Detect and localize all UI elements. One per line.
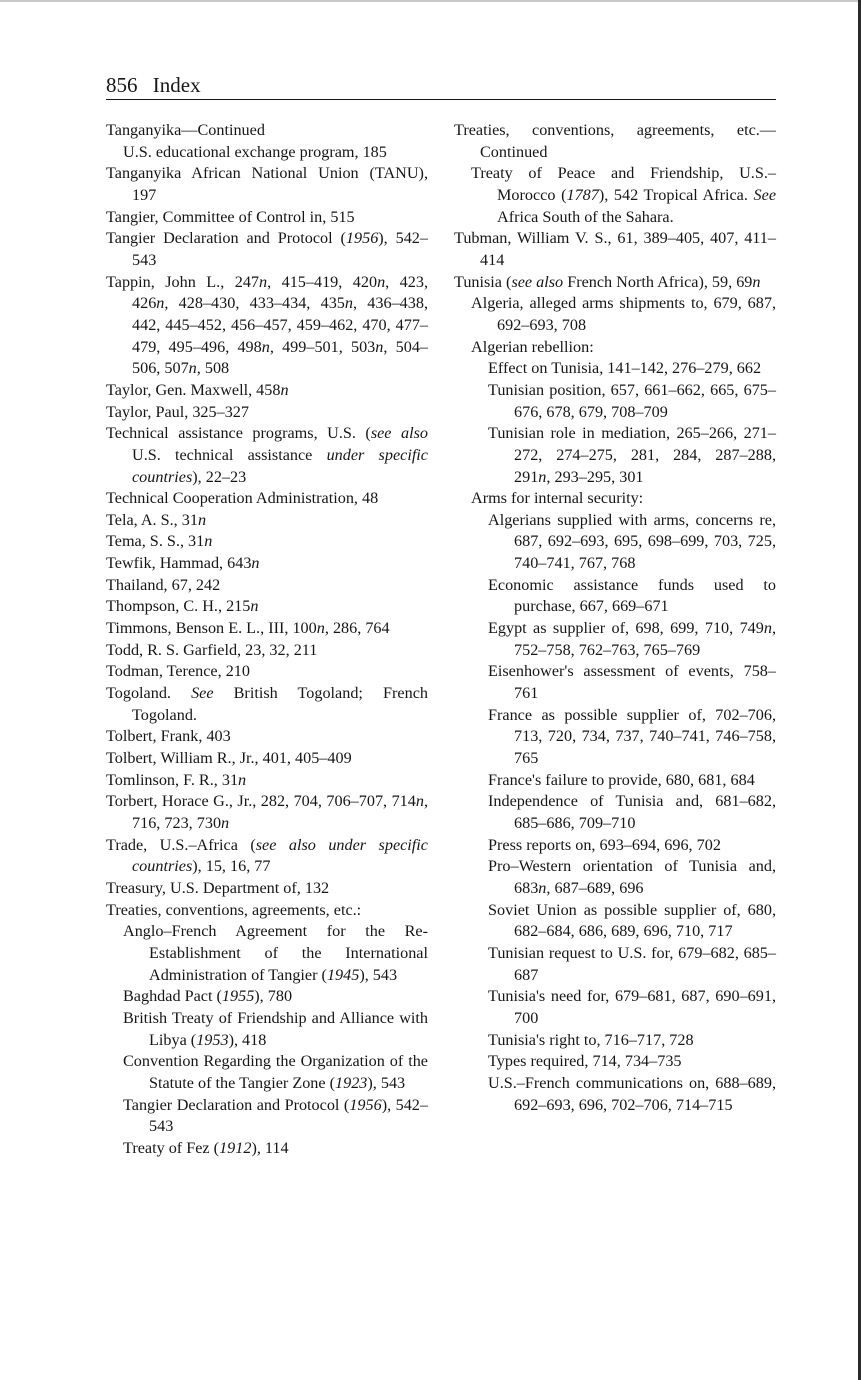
index-entry: Tubman, William V. S., 61, 389–405, 407, 411–414	[454, 229, 776, 269]
index-entry: Taylor, Gen. Maxwell, 458n	[106, 380, 289, 399]
index-entry: Algeria, alleged arms shipments to, 679, 687, 692–693, 708	[471, 294, 776, 334]
index-entry: Pro–Western orientation of Tunisia and, 683n, 687–689, 696	[488, 857, 776, 897]
index-entry: Tolbert, Frank, 403	[106, 727, 231, 746]
index-entry: Treaties, conventions, agreements, etc.—Continued	[454, 121, 776, 161]
index-entry: Independence of Tunisia and, 681–682, 685–686, 709–710	[488, 792, 776, 832]
index-entry: Timmons, Benson E. L., III, 100n, 286, 764	[106, 619, 390, 638]
index-entry: Tunisia (see also French North Africa), 59, 69n	[454, 272, 761, 291]
index-entry: Togoland. See British Togoland; French Togoland.	[106, 684, 428, 724]
index-entry: France as possible supplier of, 702–706, 713, 720, 734, 737, 740–741, 746–758, 765	[488, 705, 776, 768]
index-entry: U.S. educational exchange program, 185	[123, 142, 387, 161]
index-entry: Types required, 714, 734–735	[488, 1052, 682, 1071]
index-entry: Convention Regarding the Organization of the Statute of the Tangier Zone (1923), 543	[123, 1052, 428, 1092]
index-entry: Technical assistance programs, U.S. (see also U.S. technical assistance under specific countries), 22–23	[106, 424, 428, 486]
index-column-left	[106, 120, 428, 1160]
index-entry: Algerian rebellion:	[471, 337, 594, 356]
index-entry: Egypt as supplier of, 698, 699, 710, 749n, 752–758, 762–763, 765–769	[488, 619, 776, 659]
index-entry: Trade, U.S.–Africa (see also under specific countries), 15, 16, 77	[106, 835, 428, 876]
index-entry: Tunisia's right to, 716–717, 728	[488, 1030, 694, 1049]
index-entry: Todman, Terence, 210	[106, 662, 250, 681]
index-entry: Treasury, U.S. Department of, 132	[106, 878, 330, 897]
index-entry: Eisenhower's assessment of events, 758–761	[488, 662, 776, 703]
page-header	[106, 72, 776, 100]
index-entry: Algerians supplied with arms, concerns re, 687, 692–693, 695, 698–699, 703, 725, 740–741, 767, 768	[488, 510, 776, 573]
index-entry: France's failure to provide, 680, 681, 684	[488, 770, 755, 789]
index-entry: Arms for internal security:	[471, 489, 644, 508]
index-entry: Torbert, Horace G., Jr., 282, 704, 706–707, 714n, 716, 723, 730n	[106, 792, 428, 832]
index-entry: Tunisian request to U.S. for, 679–682, 685–687	[488, 943, 776, 984]
index-entry: Tema, S. S., 31n	[106, 532, 213, 551]
index-entry: Anglo–French Agreement for the Re-Establishment of the International Administration of Tangier (1945), 543	[123, 922, 428, 984]
index-entry: Economic assistance funds used to purchase, 667, 669–671	[488, 575, 776, 616]
index-entry: Treaty of Fez (1912), 114	[123, 1138, 289, 1157]
index-entry: Tela, A. S., 31n	[106, 510, 207, 529]
index-entry: Effect on Tunisia, 141–142, 276–279, 662	[488, 359, 762, 378]
index-entry: Tangier Declaration and Protocol (1956), 542–543	[123, 1095, 428, 1136]
index-entry: Tomlinson, F. R., 31n	[106, 770, 247, 789]
index-entry: Treaties, conventions, agreements, etc.:	[106, 900, 362, 919]
index-column-right	[454, 120, 776, 1116]
index-entry: Press reports on, 693–694, 696, 702	[488, 835, 721, 854]
index-entry: Tunisian role in mediation, 265–266, 271–272, 274–275, 281, 284, 287–288, 291n, 293–295, 301	[488, 424, 776, 486]
page-top-edge	[0, 0, 861, 2]
index-entry: Tunisia's need for, 679–681, 687, 690–691, 700	[488, 987, 776, 1027]
index-entry: Tanganyika African National Union (TANU), 197	[106, 164, 428, 204]
index-entry: Taylor, Paul, 325–327	[106, 402, 249, 421]
index-entry: Tangier, Committee of Control in, 515	[106, 207, 355, 226]
index-entry: Todd, R. S. Garfield, 23, 32, 211	[106, 640, 318, 659]
index-entry: British Treaty of Friendship and Alliance with Libya (1953), 418	[123, 1008, 428, 1049]
index-entry: Tanganyika—Continued	[106, 121, 265, 139]
index-entry: Tolbert, William R., Jr., 401, 405–409	[106, 749, 352, 768]
index-entry: Tewfik, Hammad, 643n	[106, 554, 260, 573]
page-number: 856	[106, 73, 138, 97]
index-entry: Thompson, C. H., 215n	[106, 597, 259, 616]
index-entry: Tunisian position, 657, 661–662, 665, 675–676, 678, 679, 708–709	[488, 380, 776, 421]
index-entry: Tangier Declaration and Protocol (1956), 542–543	[106, 229, 428, 269]
index-entry: Treaty of Peace and Friendship, U.S.–Morocco (1787), 542 Tropical Africa. See Africa South of the Sahara.	[471, 164, 777, 226]
index-entry: Soviet Union as possible supplier of, 680, 682–684, 686, 689, 696, 710, 717	[488, 900, 776, 941]
index-entry: U.S.–French communications on, 688–689, 692–693, 696, 702–706, 714–715	[488, 1073, 776, 1114]
index-entry: Tappin, John L., 247n, 415–419, 420n, 423, 426n, 428–430, 433–434, 435n, 436–438, 442, 445–452, 456–457, 459–462, 470, 477–479, 495–496, 498n, 499–501, 503n, 504–506, 507n, 508	[106, 272, 429, 378]
index-entry: Technical Cooperation Administration, 48	[106, 489, 379, 508]
page-running-title: Index	[152, 73, 201, 97]
index-entry: Baghdad Pact (1955), 780	[123, 987, 293, 1006]
index-entry: Thailand, 67, 242	[106, 575, 221, 594]
